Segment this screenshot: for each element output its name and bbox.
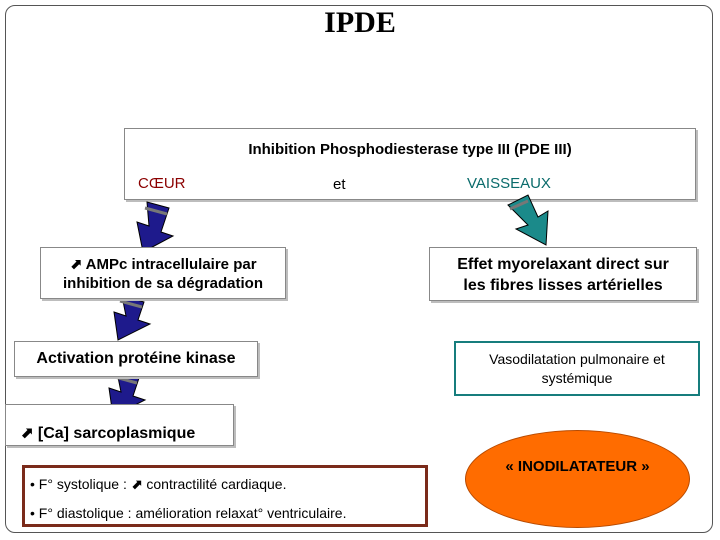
systolic-line: • F° systolique : ⬈ contractilité cardiaque. (30, 476, 287, 493)
arrow-vaisseaux-icon (502, 193, 562, 253)
vasodil-text: Vasodilatation pulmonaire et systémique (489, 351, 665, 386)
diastolic-line: • F° diastolique : amélioration relaxat° ventriculaire. (30, 505, 347, 521)
page-title: IPDE (324, 6, 396, 39)
et-label: et (333, 176, 346, 193)
header-text: Inhibition Phosphodiesterase type III (PDE III) (248, 141, 572, 158)
increase-arrow-icon: ⬈ (20, 423, 34, 442)
ampc-text: ⬈ AMPc intracellulaire par inhibition de sa dégradation (62, 255, 263, 292)
arrow-kinase-icon (100, 294, 160, 344)
coeur-label: CŒUR (138, 175, 186, 192)
vaisseaux-label: VAISSEAUX (467, 175, 551, 192)
inodilatateur-text: « INODILATATEUR » (505, 458, 650, 475)
inodilatateur-ellipse (465, 430, 690, 528)
header-box (124, 128, 696, 200)
effet-text: Effet myorelaxant direct sur les fibres lisses artérielles (457, 256, 669, 294)
increase-arrow-icon: ⬈ (130, 477, 143, 493)
ca-text: ⬈ [Ca] sarcoplasmique (20, 423, 196, 442)
kinase-text: Activation protéine kinase (36, 350, 236, 367)
increase-arrow-icon: ⬈ (69, 255, 83, 273)
